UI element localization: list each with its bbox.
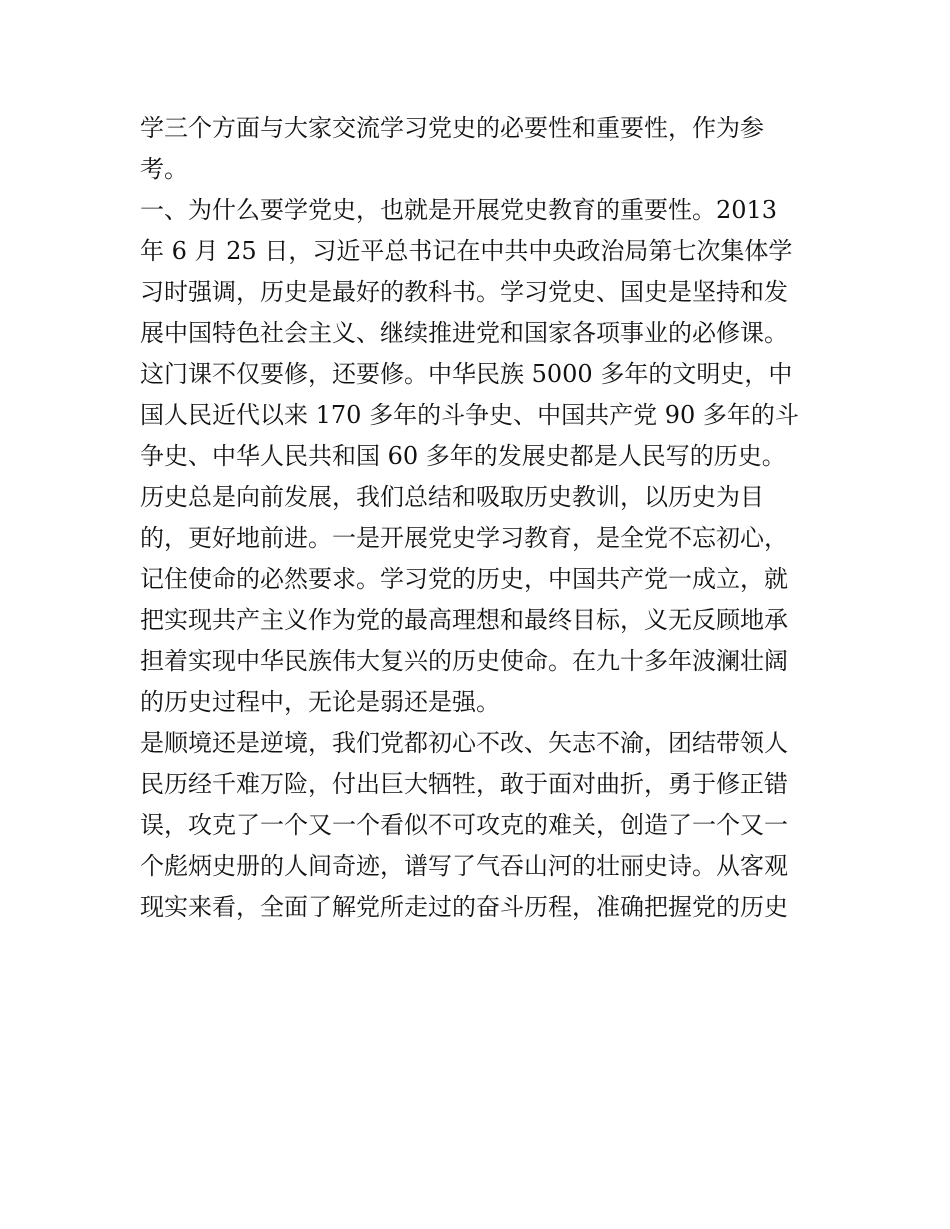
- text-line-5: 习时强调，历史是最好的教科书。学习党史、国史是坚持和发: [140, 278, 788, 306]
- text-line-7: 这门课不仅要修，还要修。中华民族 5000 多年的文明史，中: [140, 360, 793, 388]
- text-line-2: 考。: [140, 155, 188, 183]
- text-line-3: 一、为什么要学党史，也就是开展党史教育的重要性。2013: [140, 196, 778, 224]
- text-line-12: 记住使命的必然要求。学习党的历史，中国共产党一成立，就: [140, 565, 788, 593]
- text-line-9: 争史、中华人民共和国 60 多年的发展史都是人民写的历史。: [140, 442, 786, 470]
- text-line-13: 把实现共产主义作为党的最高理想和最终目标，义无反顾地承: [140, 606, 788, 634]
- text-line-18: 误，攻克了一个又一个看似不可攻克的难关，创造了一个又一: [140, 811, 788, 839]
- text-line-8: 国人民近代以来 170 多年的斗争史、中国共产党 90 多年的斗: [140, 401, 799, 429]
- text-line-15: 的历史过程中，无论是弱还是强。: [140, 688, 500, 716]
- text-line-14: 担着实现中华民族伟大复兴的历史使命。在九十多年波澜壮阔: [140, 647, 788, 675]
- text-line-19: 个彪炳史册的人间奇迹，谱写了气吞山河的壮丽史诗。从客观: [140, 852, 788, 880]
- text-line-16: 是顺境还是逆境，我们党都初心不改、矢志不渝，团结带领人: [140, 729, 788, 757]
- body-text: [140, 108, 830, 928]
- text-line-11: 的，更好地前进。一是开展党史学习教育，是全党不忘初心，: [140, 524, 788, 552]
- text-line-4: 年 6 月 25 日，习近平总书记在中共中央政治局第七次集体学: [140, 237, 793, 265]
- text-line-1: 学三个方面与大家交流学习党史的必要性和重要性，作为参: [140, 114, 764, 142]
- text-line-6: 展中国特色社会主义、继续推进党和国家各项事业的必修课。: [140, 319, 788, 347]
- text-line-17: 民历经千难万险，付出巨大牺牲，敢于面对曲折，勇于修正错: [140, 770, 788, 798]
- text-line-10: 历史总是向前发展，我们总结和吸取历史教训，以历史为目: [140, 483, 764, 511]
- text-line-20: 现实来看，全面了解党所走过的奋斗历程，准确把握党的历史: [140, 893, 788, 921]
